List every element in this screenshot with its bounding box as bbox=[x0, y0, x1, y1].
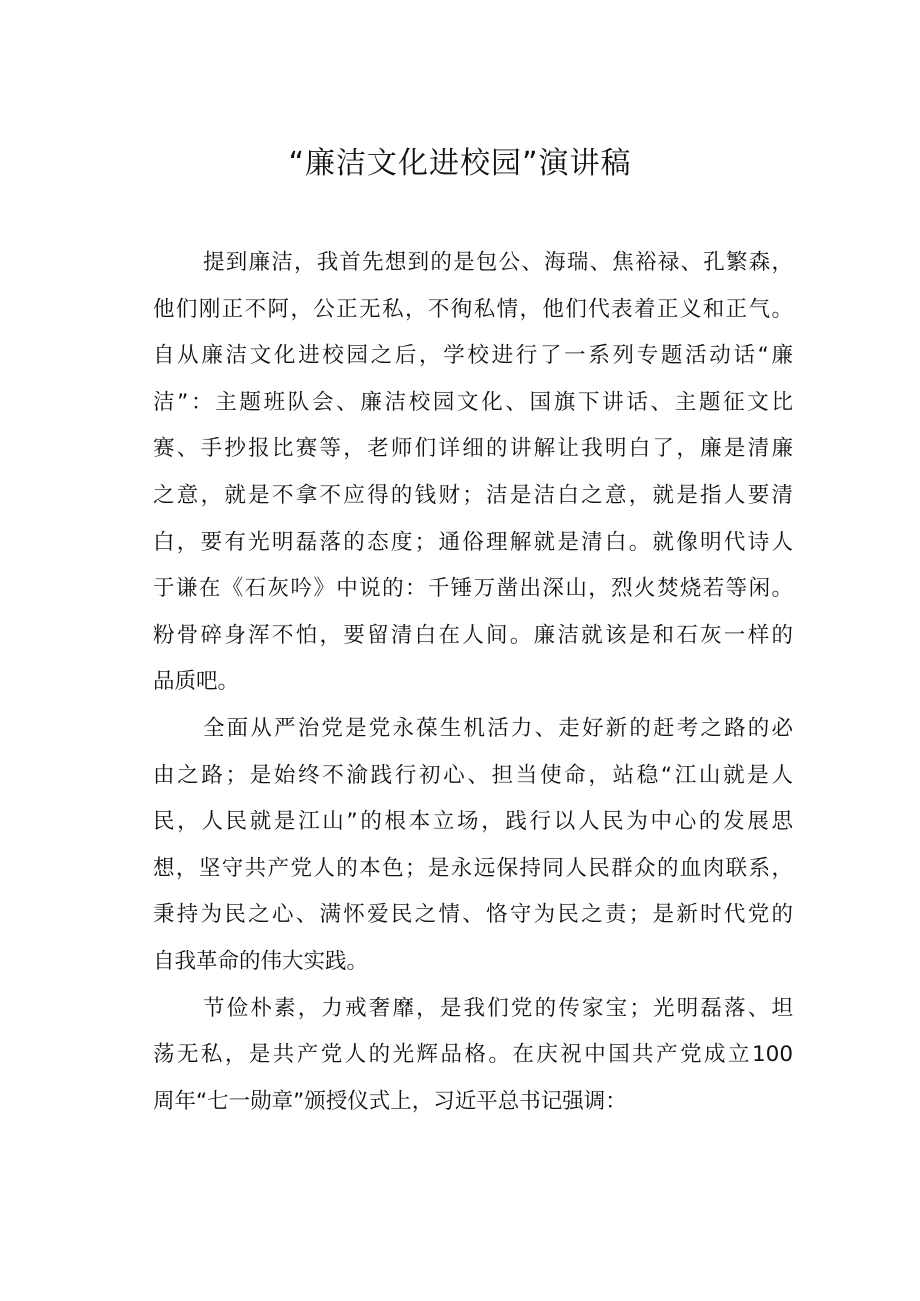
text-line: 秉持为民之心、满怀爱民之情、恪守为民之责；是新时代党的 bbox=[153, 902, 793, 928]
text-line: 想，坚守共产党人的本色；是永远保持同人民群众的血肉联系， bbox=[153, 855, 793, 881]
document-title: “廉洁文化进校园”演讲稿 bbox=[288, 146, 632, 181]
text-line: 粉骨碎身浑不怕，要留清白在人间。廉洁就该是和石灰一样的 bbox=[153, 622, 793, 648]
text-line: 之意，就是不拿不应得的钱财；洁是洁白之意，就是指人要清 bbox=[153, 482, 793, 508]
text-line: 节俭朴素，力戒奢靡，是我们党的传家宝；光明磊落、坦 bbox=[203, 995, 793, 1021]
text-line: 他们刚正不阿，公正无私，不徇私情，他们代表着正义和正气。 bbox=[153, 296, 793, 322]
text-line: 赛、手抄报比赛等，老师们详细的讲解让我明白了，廉是清廉 bbox=[153, 436, 793, 462]
document-body bbox=[153, 240, 793, 1125]
text-line: 荡无私，是共产党人的光辉品格。在庆祝中国共产党成立100 bbox=[153, 1042, 793, 1068]
text-line: 洁”：主题班队会、廉洁校园文化、国旗下讲话、主题征文比 bbox=[153, 389, 793, 415]
text-line: 品质吧。 bbox=[153, 669, 240, 695]
text-line: 民，人民就是江山”的根本立场，践行以人民为中心的发展思 bbox=[153, 809, 793, 835]
text-line: 全面从严治党是党永葆生机活力、走好新的赶考之路的必 bbox=[203, 715, 793, 741]
text-line: 白，要有光明磊落的态度；通俗理解就是清白。就像明代诗人 bbox=[153, 529, 793, 555]
text-line: 自从廉洁文化进校园之后，学校进行了一系列专题活动话“廉 bbox=[153, 343, 793, 369]
text-line: 于谦在《石灰吟》中说的：千锤万凿出深山，烈火焚烧若等闲。 bbox=[153, 576, 793, 602]
text-line: 自我革命的伟大实践。 bbox=[153, 948, 369, 974]
text-line: 由之路；是始终不渝践行初心、担当使命，站稳“江山就是人 bbox=[153, 762, 793, 788]
text-line: 提到廉洁，我首先想到的是包公、海瑞、焦裕禄、孔繁森， bbox=[203, 250, 793, 275]
text-line: 周年“七一勋章”颁授仪式上，习近平总书记强调： bbox=[153, 1088, 627, 1114]
